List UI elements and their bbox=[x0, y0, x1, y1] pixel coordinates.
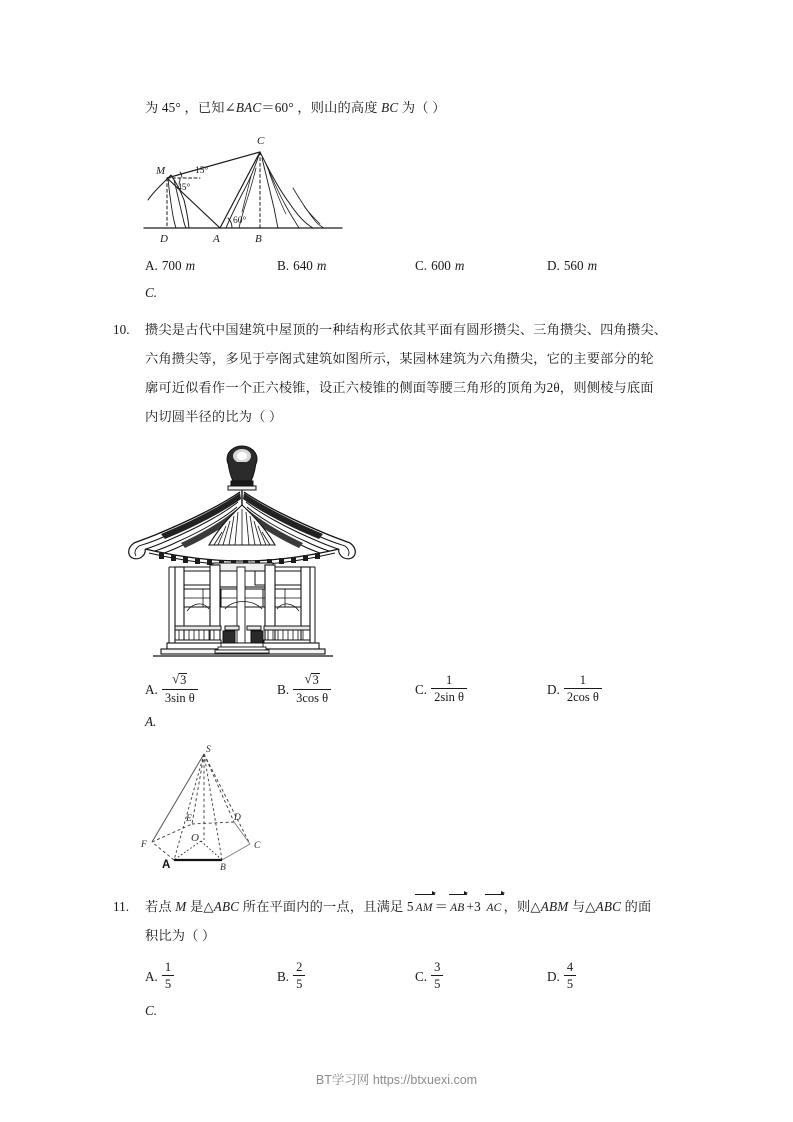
option-a-numerator: √ 3 bbox=[162, 673, 198, 690]
option-c-numerator: 3 bbox=[431, 960, 443, 976]
mountain-elevation-diagram bbox=[138, 128, 348, 253]
label-M: M bbox=[156, 165, 166, 177]
option-a-numerator: 1 bbox=[162, 960, 174, 976]
q11-text-4: ，则△ bbox=[503, 899, 541, 914]
option-b-numerator: 2 bbox=[293, 960, 305, 976]
option-b-fraction bbox=[293, 960, 305, 991]
q11-text-2: 是△ bbox=[186, 899, 214, 914]
option-d[interactable] bbox=[547, 961, 576, 992]
q11-triangle-abc-2: ABC bbox=[595, 899, 622, 914]
option-c-denominator: 2sin θ bbox=[434, 690, 465, 704]
option-c[interactable] bbox=[415, 674, 467, 705]
option-d-value: 560 bbox=[563, 258, 584, 273]
option-a[interactable] bbox=[145, 674, 198, 706]
option-c-fraction bbox=[431, 960, 443, 991]
option-d-fraction bbox=[564, 673, 602, 704]
option-d[interactable] bbox=[547, 674, 602, 705]
vector-am: AM bbox=[415, 898, 434, 918]
option-b-value: 640 bbox=[293, 258, 313, 273]
q11-equals: ＝ bbox=[434, 899, 449, 914]
option-b-label: B. bbox=[277, 258, 290, 273]
label-C: C bbox=[257, 135, 265, 147]
question11-options bbox=[0, 955, 793, 995]
option-b[interactable] bbox=[277, 961, 305, 992]
q11-plus-three: +3 bbox=[466, 899, 485, 914]
label-O: O bbox=[191, 832, 199, 844]
question11-answer: C. bbox=[145, 1003, 158, 1018]
option-a[interactable] bbox=[145, 961, 174, 992]
label-F: F bbox=[141, 840, 147, 850]
label-A: A bbox=[162, 859, 171, 871]
option-c-label: C. bbox=[415, 968, 428, 984]
option-a-fraction bbox=[162, 673, 198, 705]
option-c-denominator: 5 bbox=[434, 977, 441, 991]
hexagonal-pyramid-diagram bbox=[138, 742, 328, 887]
label-D: D bbox=[234, 813, 241, 823]
q11-text-3: 所在平面内的一点，且满足 5 bbox=[239, 899, 414, 914]
label-E: E bbox=[186, 814, 192, 824]
label-S: S bbox=[206, 745, 211, 755]
question10-number: 10. bbox=[113, 322, 130, 337]
option-d-denominator: 5 bbox=[566, 977, 574, 991]
q9-mid-text: ＝60° ，则山的高度 bbox=[261, 100, 382, 115]
question10-answer: A. bbox=[145, 714, 157, 729]
question9-options bbox=[0, 258, 793, 298]
option-c[interactable] bbox=[415, 258, 464, 274]
q11-point-m: M bbox=[175, 899, 187, 914]
option-d-numerator: 1 bbox=[564, 673, 602, 689]
option-c-label: C. bbox=[415, 258, 428, 273]
option-a-label: A. bbox=[145, 968, 158, 984]
question10-line-3: 廓可近似看作一个正六棱锥，设正六棱锥的侧面等腰三角形的顶角为2θ，则侧棱与底面 bbox=[145, 380, 654, 395]
option-d-denominator: 2cos θ bbox=[566, 690, 599, 704]
question9-answer: C. bbox=[145, 285, 158, 300]
option-c-label: C. bbox=[415, 681, 428, 697]
label-angle-45: 45° bbox=[177, 183, 191, 193]
option-a-label: A. bbox=[145, 258, 158, 273]
option-b-denominator: 3cos θ bbox=[296, 690, 329, 705]
q9-prefix-text: 为 45° ，已知∠ bbox=[145, 100, 236, 115]
question10-line-4: 内切圆半径的比为（ ） bbox=[145, 409, 283, 424]
option-d[interactable] bbox=[547, 258, 597, 274]
vector-ab: AB bbox=[449, 898, 465, 918]
option-b-unit: m bbox=[316, 258, 327, 273]
label-A: A bbox=[213, 233, 220, 245]
hexagonal-pavilion-illustration bbox=[125, 443, 360, 673]
q11-text-1: 若点 bbox=[145, 899, 176, 914]
question9-tail-line bbox=[145, 98, 446, 118]
label-D: D bbox=[160, 233, 168, 245]
question10-line-1: 攒尖是古代中国建筑中屋顶的一种结构形式依其平面有圆形攒尖、三角攒尖、四角攒尖、 bbox=[145, 322, 668, 337]
option-b-label: B. bbox=[277, 681, 290, 697]
option-c-numerator: 1 bbox=[431, 673, 467, 689]
option-b-fraction bbox=[293, 673, 331, 705]
question10-line-2: 六角攒尖等，多见于亭阁式建筑如图所示，某园林建筑为六角攒尖，它的主要部分的轮 bbox=[145, 351, 654, 366]
vector-ac: AC bbox=[485, 898, 502, 918]
option-a-fraction bbox=[162, 960, 174, 991]
option-c-fraction bbox=[431, 673, 467, 704]
question11-number: 11. bbox=[113, 899, 129, 914]
q9-suffix-text: 为（ ） bbox=[398, 100, 446, 115]
option-c[interactable] bbox=[415, 961, 443, 992]
option-d-unit: m bbox=[587, 258, 598, 273]
option-a-unit: m bbox=[185, 258, 196, 273]
label-B: B bbox=[255, 233, 262, 245]
option-b-numerator: √ 3 bbox=[293, 673, 331, 690]
option-b-denominator: 5 bbox=[296, 977, 303, 991]
question10-options bbox=[0, 668, 793, 708]
option-c-unit: m bbox=[454, 258, 465, 273]
option-a-denominator: 5 bbox=[164, 977, 172, 991]
option-a-value: 700 bbox=[161, 258, 182, 273]
option-d-label: D. bbox=[547, 258, 560, 273]
option-d-label: D. bbox=[547, 968, 560, 984]
q9-segment-bc: BC bbox=[381, 100, 399, 115]
option-d-numerator: 4 bbox=[564, 960, 576, 976]
q11-triangle-abm: ABM bbox=[540, 899, 569, 914]
q11-text-5: 与△ bbox=[568, 899, 596, 914]
option-c-value: 600 bbox=[431, 258, 451, 273]
option-a-denominator: 3sin θ bbox=[164, 690, 195, 705]
option-b[interactable] bbox=[277, 258, 326, 274]
option-d-label: D. bbox=[547, 681, 560, 697]
option-a[interactable] bbox=[145, 258, 195, 274]
question11-line-1 bbox=[145, 897, 651, 918]
q9-angle-bac: BAC bbox=[235, 100, 262, 115]
question11-line-2: 积比为（ ） bbox=[145, 928, 216, 943]
option-d-fraction bbox=[564, 960, 576, 991]
label-angle-15: 15° bbox=[195, 166, 209, 176]
option-b-label: B. bbox=[277, 968, 290, 984]
footer-watermark: BT学习网 https://btxuexi.com bbox=[315, 1073, 478, 1087]
option-a-label: A. bbox=[145, 681, 158, 697]
label-B: B bbox=[220, 863, 226, 873]
q11-triangle-abc: ABC bbox=[213, 899, 240, 914]
label-C: C bbox=[254, 841, 261, 851]
label-angle-60: 60° bbox=[233, 216, 247, 226]
q11-text-6: 的面 bbox=[621, 899, 652, 914]
option-b[interactable] bbox=[277, 674, 331, 706]
